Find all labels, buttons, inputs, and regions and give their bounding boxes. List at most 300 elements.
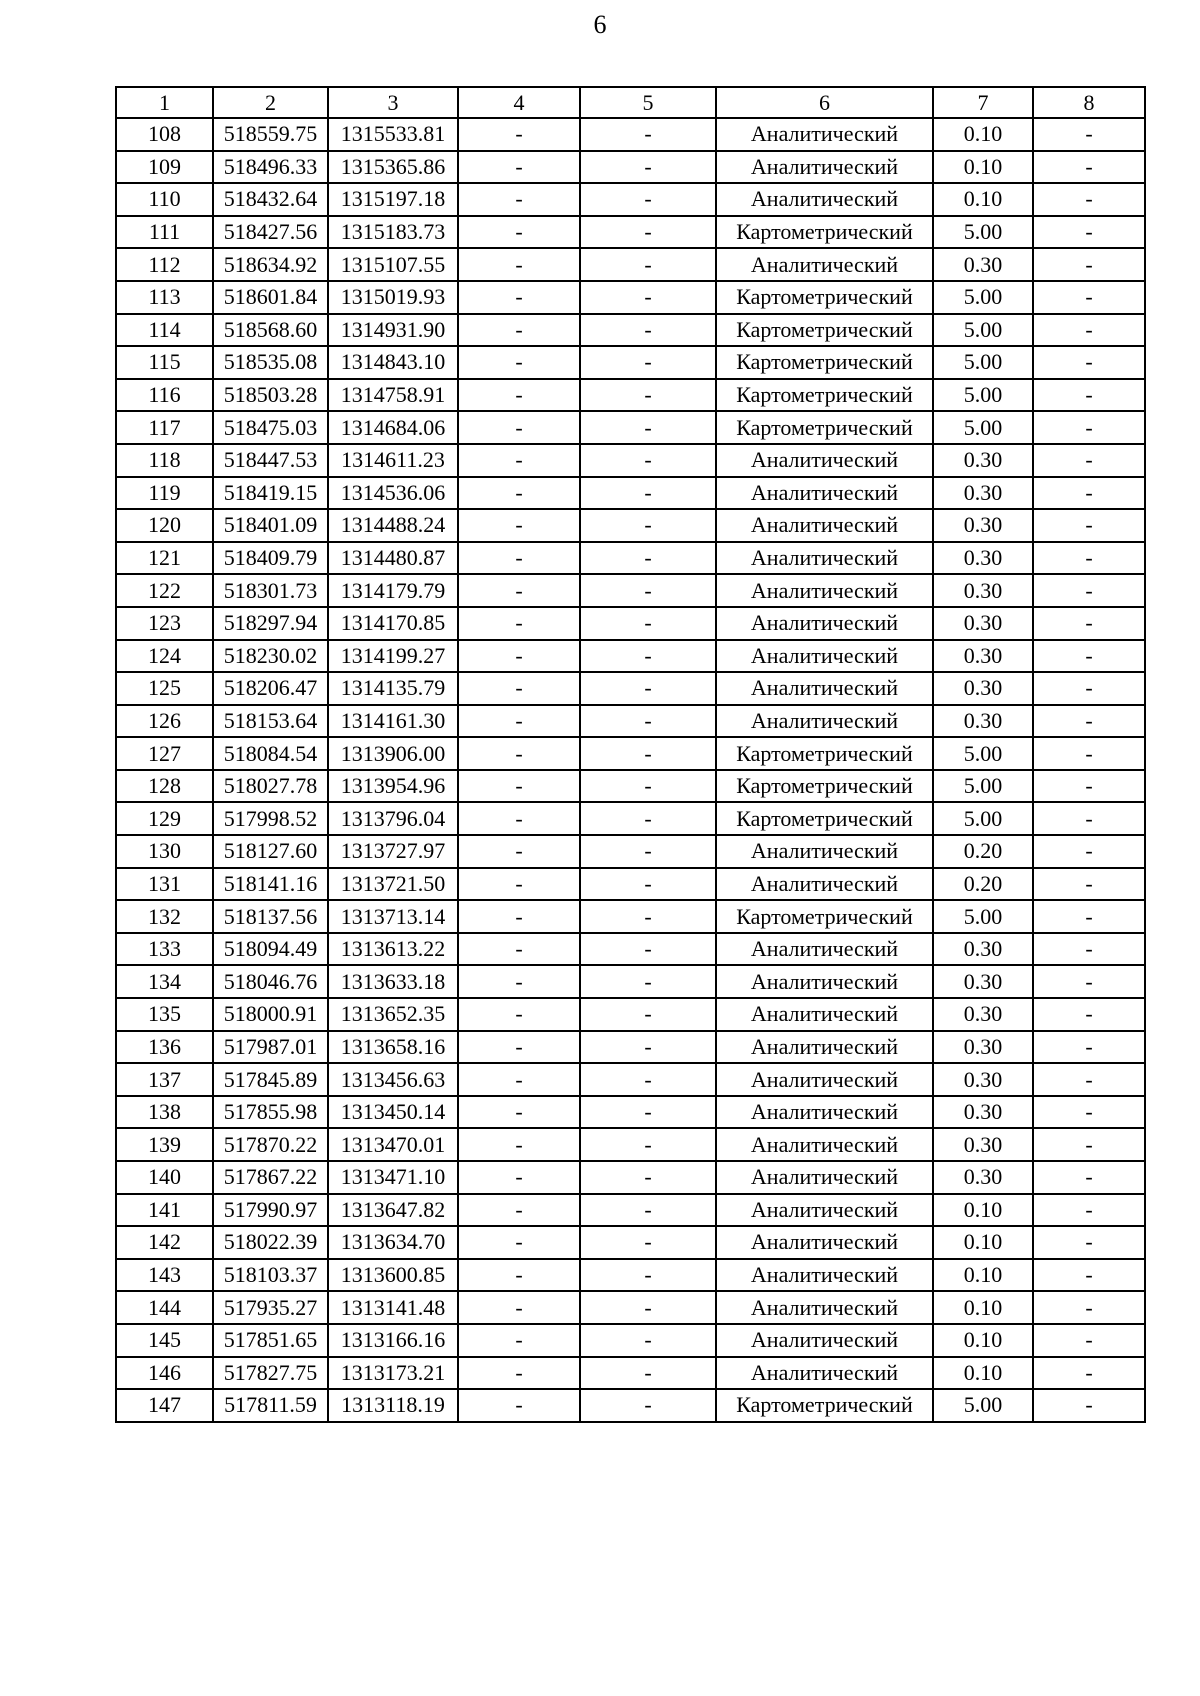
table-row [116, 183, 1145, 216]
point-number-cell: 122 [116, 574, 213, 607]
table-row [116, 1161, 1145, 1194]
x-coordinate-cell: 518475.03 [213, 411, 328, 444]
y-coordinate-cell: 1313713.14 [328, 900, 458, 933]
table-row [116, 444, 1145, 477]
x-coordinate-cell: 518535.08 [213, 346, 328, 379]
point-number-cell: 132 [116, 900, 213, 933]
accuracy-cell: 0.10 [933, 151, 1033, 184]
point-number-cell: 121 [116, 542, 213, 575]
method-cell: Картометрический [716, 346, 933, 379]
column-8-cell: - [1033, 1194, 1145, 1227]
point-number-cell: 138 [116, 1096, 213, 1129]
column-4-cell: - [458, 607, 580, 640]
y-coordinate-cell: 1315533.81 [328, 118, 458, 151]
accuracy-cell: 5.00 [933, 281, 1033, 314]
accuracy-cell: 0.30 [933, 1031, 1033, 1064]
x-coordinate-cell: 518301.73 [213, 574, 328, 607]
y-coordinate-cell: 1314931.90 [328, 314, 458, 347]
point-number-cell: 124 [116, 640, 213, 673]
column-8-cell: - [1033, 183, 1145, 216]
accuracy-cell: 0.30 [933, 248, 1033, 281]
y-coordinate-cell: 1313954.96 [328, 770, 458, 803]
table-row [116, 1031, 1145, 1064]
column-4-cell: - [458, 118, 580, 151]
column-4-cell: - [458, 868, 580, 901]
accuracy-cell: 0.10 [933, 1259, 1033, 1292]
table-row [116, 965, 1145, 998]
column-5-cell: - [580, 1096, 716, 1129]
y-coordinate-cell: 1313173.21 [328, 1357, 458, 1390]
column-5-cell: - [580, 216, 716, 249]
point-number-cell: 140 [116, 1161, 213, 1194]
page-number: 6 [593, 10, 607, 39]
method-cell: Аналитический [716, 477, 933, 510]
column-4-cell: - [458, 542, 580, 575]
x-coordinate-cell: 518094.49 [213, 933, 328, 966]
table-row [116, 868, 1145, 901]
column-5-cell: - [580, 998, 716, 1031]
column-5-cell: - [580, 672, 716, 705]
table-row [116, 640, 1145, 673]
column-5-cell: - [580, 151, 716, 184]
accuracy-cell: 0.30 [933, 998, 1033, 1031]
column-8-cell: - [1033, 1031, 1145, 1064]
point-number-cell: 133 [116, 933, 213, 966]
table-row [116, 1194, 1145, 1227]
column-4-cell: - [458, 411, 580, 444]
y-coordinate-cell: 1313658.16 [328, 1031, 458, 1064]
accuracy-cell: 0.10 [933, 183, 1033, 216]
x-coordinate-cell: 518447.53 [213, 444, 328, 477]
column-8-cell: - [1033, 379, 1145, 412]
x-coordinate-cell: 518559.75 [213, 118, 328, 151]
point-number-cell: 139 [116, 1128, 213, 1161]
column-5-cell: - [580, 1259, 716, 1292]
table-row [116, 705, 1145, 738]
column-4-cell: - [458, 1226, 580, 1259]
method-cell: Аналитический [716, 151, 933, 184]
column-5-cell: - [580, 1063, 716, 1096]
column-8-cell: - [1033, 216, 1145, 249]
accuracy-cell: 5.00 [933, 411, 1033, 444]
column-8-cell: - [1033, 1389, 1145, 1422]
point-number-cell: 144 [116, 1291, 213, 1324]
point-number-cell: 126 [116, 705, 213, 738]
column-8-cell: - [1033, 835, 1145, 868]
x-coordinate-cell: 518496.33 [213, 151, 328, 184]
column-8-cell: - [1033, 770, 1145, 803]
accuracy-cell: 0.20 [933, 868, 1033, 901]
coordinates-table [115, 86, 1146, 1423]
point-number-cell: 119 [116, 477, 213, 510]
method-cell: Аналитический [716, 444, 933, 477]
column-5-cell: - [580, 1389, 716, 1422]
column-5-cell: - [580, 1128, 716, 1161]
table-row [116, 1259, 1145, 1292]
method-cell: Аналитический [716, 640, 933, 673]
column-5-cell: - [580, 1226, 716, 1259]
column-8-cell: - [1033, 640, 1145, 673]
accuracy-cell: 5.00 [933, 314, 1033, 347]
column-header: 5 [580, 87, 716, 118]
column-8-cell: - [1033, 151, 1145, 184]
column-header: 6 [716, 87, 933, 118]
y-coordinate-cell: 1315107.55 [328, 248, 458, 281]
table-row [116, 118, 1145, 151]
column-header: 2 [213, 87, 328, 118]
x-coordinate-cell: 518206.47 [213, 672, 328, 705]
column-4-cell: - [458, 379, 580, 412]
accuracy-cell: 5.00 [933, 900, 1033, 933]
column-header: 1 [116, 87, 213, 118]
column-5-cell: - [580, 281, 716, 314]
x-coordinate-cell: 518137.56 [213, 900, 328, 933]
column-8-cell: - [1033, 868, 1145, 901]
point-number-cell: 125 [116, 672, 213, 705]
point-number-cell: 116 [116, 379, 213, 412]
method-cell: Аналитический [716, 1357, 933, 1390]
table-row [116, 477, 1145, 510]
column-4-cell: - [458, 1161, 580, 1194]
column-8-cell: - [1033, 1357, 1145, 1390]
column-8-cell: - [1033, 1063, 1145, 1096]
point-number-cell: 110 [116, 183, 213, 216]
x-coordinate-cell: 518027.78 [213, 770, 328, 803]
accuracy-cell: 0.30 [933, 542, 1033, 575]
method-cell: Аналитический [716, 1128, 933, 1161]
column-8-cell: - [1033, 509, 1145, 542]
y-coordinate-cell: 1314536.06 [328, 477, 458, 510]
column-4-cell: - [458, 248, 580, 281]
x-coordinate-cell: 517870.22 [213, 1128, 328, 1161]
column-5-cell: - [580, 1291, 716, 1324]
point-number-cell: 117 [116, 411, 213, 444]
x-coordinate-cell: 518601.84 [213, 281, 328, 314]
column-5-cell: - [580, 640, 716, 673]
point-number-cell: 147 [116, 1389, 213, 1422]
column-5-cell: - [580, 1324, 716, 1357]
column-5-cell: - [580, 346, 716, 379]
table-row [116, 509, 1145, 542]
table-row [116, 574, 1145, 607]
column-4-cell: - [458, 835, 580, 868]
table-row [116, 281, 1145, 314]
column-8-cell: - [1033, 444, 1145, 477]
point-number-cell: 134 [116, 965, 213, 998]
column-4-cell: - [458, 574, 580, 607]
method-cell: Аналитический [716, 868, 933, 901]
column-4-cell: - [458, 1063, 580, 1096]
column-5-cell: - [580, 183, 716, 216]
x-coordinate-cell: 517845.89 [213, 1063, 328, 1096]
column-8-cell: - [1033, 1226, 1145, 1259]
y-coordinate-cell: 1315183.73 [328, 216, 458, 249]
column-4-cell: - [458, 1291, 580, 1324]
table-row [116, 770, 1145, 803]
method-cell: Картометрический [716, 281, 933, 314]
column-8-cell: - [1033, 281, 1145, 314]
y-coordinate-cell: 1314611.23 [328, 444, 458, 477]
method-cell: Аналитический [716, 672, 933, 705]
table-row [116, 1357, 1145, 1390]
method-cell: Аналитический [716, 607, 933, 640]
column-4-cell: - [458, 509, 580, 542]
column-5-cell: - [580, 900, 716, 933]
column-header: 8 [1033, 87, 1145, 118]
table-row [116, 411, 1145, 444]
x-coordinate-cell: 517811.59 [213, 1389, 328, 1422]
column-4-cell: - [458, 346, 580, 379]
x-coordinate-cell: 518634.92 [213, 248, 328, 281]
point-number-cell: 137 [116, 1063, 213, 1096]
column-8-cell: - [1033, 1291, 1145, 1324]
method-cell: Картометрический [716, 900, 933, 933]
x-coordinate-cell: 518103.37 [213, 1259, 328, 1292]
column-5-cell: - [580, 444, 716, 477]
method-cell: Аналитический [716, 542, 933, 575]
column-4-cell: - [458, 672, 580, 705]
column-5-cell: - [580, 607, 716, 640]
y-coordinate-cell: 1313141.48 [328, 1291, 458, 1324]
column-5-cell: - [580, 868, 716, 901]
point-number-cell: 114 [116, 314, 213, 347]
method-cell: Аналитический [716, 1031, 933, 1064]
accuracy-cell: 0.10 [933, 1226, 1033, 1259]
column-5-cell: - [580, 705, 716, 738]
table-row [116, 1128, 1145, 1161]
column-4-cell: - [458, 1324, 580, 1357]
column-5-cell: - [580, 1357, 716, 1390]
column-8-cell: - [1033, 314, 1145, 347]
y-coordinate-cell: 1315365.86 [328, 151, 458, 184]
method-cell: Аналитический [716, 183, 933, 216]
column-4-cell: - [458, 770, 580, 803]
table-row [116, 1226, 1145, 1259]
column-header: 3 [328, 87, 458, 118]
point-number-cell: 115 [116, 346, 213, 379]
column-5-cell: - [580, 1194, 716, 1227]
x-coordinate-cell: 518297.94 [213, 607, 328, 640]
y-coordinate-cell: 1313470.01 [328, 1128, 458, 1161]
method-cell: Аналитический [716, 1259, 933, 1292]
y-coordinate-cell: 1313796.04 [328, 802, 458, 835]
method-cell: Аналитический [716, 118, 933, 151]
column-4-cell: - [458, 1389, 580, 1422]
column-4-cell: - [458, 1031, 580, 1064]
x-coordinate-cell: 517827.75 [213, 1357, 328, 1390]
method-cell: Аналитический [716, 835, 933, 868]
method-cell: Аналитический [716, 248, 933, 281]
accuracy-cell: 0.30 [933, 574, 1033, 607]
method-cell: Аналитический [716, 574, 933, 607]
column-5-cell: - [580, 802, 716, 835]
point-number-cell: 113 [116, 281, 213, 314]
y-coordinate-cell: 1314135.79 [328, 672, 458, 705]
method-cell: Аналитический [716, 1291, 933, 1324]
y-coordinate-cell: 1314161.30 [328, 705, 458, 738]
column-5-cell: - [580, 542, 716, 575]
column-4-cell: - [458, 281, 580, 314]
table-row [116, 900, 1145, 933]
y-coordinate-cell: 1314758.91 [328, 379, 458, 412]
column-8-cell: - [1033, 542, 1145, 575]
point-number-cell: 136 [116, 1031, 213, 1064]
table-row [116, 998, 1145, 1031]
x-coordinate-cell: 518141.16 [213, 868, 328, 901]
method-cell: Картометрический [716, 1389, 933, 1422]
column-8-cell: - [1033, 607, 1145, 640]
column-5-cell: - [580, 933, 716, 966]
method-cell: Картометрический [716, 411, 933, 444]
header-row [116, 87, 1145, 118]
point-number-cell: 111 [116, 216, 213, 249]
x-coordinate-cell: 518084.54 [213, 737, 328, 770]
column-4-cell: - [458, 1259, 580, 1292]
column-5-cell: - [580, 118, 716, 151]
column-8-cell: - [1033, 737, 1145, 770]
column-8-cell: - [1033, 1096, 1145, 1129]
column-4-cell: - [458, 1194, 580, 1227]
accuracy-cell: 0.30 [933, 607, 1033, 640]
point-number-cell: 108 [116, 118, 213, 151]
accuracy-cell: 0.10 [933, 1324, 1033, 1357]
y-coordinate-cell: 1313471.10 [328, 1161, 458, 1194]
column-4-cell: - [458, 1096, 580, 1129]
table-row [116, 542, 1145, 575]
accuracy-cell: 0.30 [933, 965, 1033, 998]
x-coordinate-cell: 518568.60 [213, 314, 328, 347]
column-8-cell: - [1033, 411, 1145, 444]
y-coordinate-cell: 1313456.63 [328, 1063, 458, 1096]
x-coordinate-cell: 518046.76 [213, 965, 328, 998]
x-coordinate-cell: 518432.64 [213, 183, 328, 216]
accuracy-cell: 5.00 [933, 770, 1033, 803]
column-4-cell: - [458, 183, 580, 216]
column-4-cell: - [458, 705, 580, 738]
y-coordinate-cell: 1313647.82 [328, 1194, 458, 1227]
x-coordinate-cell: 517990.97 [213, 1194, 328, 1227]
accuracy-cell: 0.20 [933, 835, 1033, 868]
accuracy-cell: 5.00 [933, 802, 1033, 835]
column-4-cell: - [458, 314, 580, 347]
column-5-cell: - [580, 737, 716, 770]
column-header: 7 [933, 87, 1033, 118]
accuracy-cell: 0.30 [933, 672, 1033, 705]
column-5-cell: - [580, 477, 716, 510]
y-coordinate-cell: 1313613.22 [328, 933, 458, 966]
accuracy-cell: 0.30 [933, 640, 1033, 673]
column-8-cell: - [1033, 477, 1145, 510]
column-5-cell: - [580, 1031, 716, 1064]
table-row [116, 379, 1145, 412]
x-coordinate-cell: 517867.22 [213, 1161, 328, 1194]
y-coordinate-cell: 1315197.18 [328, 183, 458, 216]
method-cell: Аналитический [716, 1161, 933, 1194]
accuracy-cell: 0.30 [933, 1063, 1033, 1096]
y-coordinate-cell: 1314843.10 [328, 346, 458, 379]
y-coordinate-cell: 1313652.35 [328, 998, 458, 1031]
column-8-cell: - [1033, 574, 1145, 607]
table-row [116, 607, 1145, 640]
column-5-cell: - [580, 379, 716, 412]
table-row [116, 1324, 1145, 1357]
y-coordinate-cell: 1313721.50 [328, 868, 458, 901]
column-8-cell: - [1033, 346, 1145, 379]
accuracy-cell: 5.00 [933, 737, 1033, 770]
table-row [116, 314, 1145, 347]
y-coordinate-cell: 1314170.85 [328, 607, 458, 640]
method-cell: Аналитический [716, 1063, 933, 1096]
y-coordinate-cell: 1315019.93 [328, 281, 458, 314]
y-coordinate-cell: 1313600.85 [328, 1259, 458, 1292]
column-8-cell: - [1033, 248, 1145, 281]
column-4-cell: - [458, 1128, 580, 1161]
column-5-cell: - [580, 509, 716, 542]
accuracy-cell: 0.10 [933, 118, 1033, 151]
y-coordinate-cell: 1313634.70 [328, 1226, 458, 1259]
table-row [116, 1389, 1145, 1422]
method-cell: Аналитический [716, 933, 933, 966]
column-4-cell: - [458, 640, 580, 673]
point-number-cell: 142 [116, 1226, 213, 1259]
table-row [116, 1291, 1145, 1324]
y-coordinate-cell: 1314684.06 [328, 411, 458, 444]
point-number-cell: 143 [116, 1259, 213, 1292]
x-coordinate-cell: 518419.15 [213, 477, 328, 510]
column-4-cell: - [458, 477, 580, 510]
point-number-cell: 145 [116, 1324, 213, 1357]
point-number-cell: 118 [116, 444, 213, 477]
column-8-cell: - [1033, 998, 1145, 1031]
table-row [116, 248, 1145, 281]
accuracy-cell: 5.00 [933, 216, 1033, 249]
column-5-cell: - [580, 1161, 716, 1194]
method-cell: Картометрический [716, 379, 933, 412]
accuracy-cell: 0.30 [933, 1161, 1033, 1194]
column-5-cell: - [580, 965, 716, 998]
method-cell: Аналитический [716, 1194, 933, 1227]
y-coordinate-cell: 1313166.16 [328, 1324, 458, 1357]
y-coordinate-cell: 1313633.18 [328, 965, 458, 998]
column-5-cell: - [580, 835, 716, 868]
column-4-cell: - [458, 737, 580, 770]
x-coordinate-cell: 518401.09 [213, 509, 328, 542]
y-coordinate-cell: 1314488.24 [328, 509, 458, 542]
accuracy-cell: 0.30 [933, 1128, 1033, 1161]
column-8-cell: - [1033, 1161, 1145, 1194]
point-number-cell: 123 [116, 607, 213, 640]
column-5-cell: - [580, 574, 716, 607]
column-8-cell: - [1033, 933, 1145, 966]
accuracy-cell: 5.00 [933, 379, 1033, 412]
point-number-cell: 141 [116, 1194, 213, 1227]
column-5-cell: - [580, 314, 716, 347]
column-4-cell: - [458, 965, 580, 998]
accuracy-cell: 5.00 [933, 346, 1033, 379]
column-5-cell: - [580, 411, 716, 444]
accuracy-cell: 0.30 [933, 1096, 1033, 1129]
point-number-cell: 131 [116, 868, 213, 901]
column-8-cell: - [1033, 802, 1145, 835]
table-row [116, 346, 1145, 379]
x-coordinate-cell: 517998.52 [213, 802, 328, 835]
point-number-cell: 127 [116, 737, 213, 770]
x-coordinate-cell: 517851.65 [213, 1324, 328, 1357]
method-cell: Аналитический [716, 998, 933, 1031]
accuracy-cell: 0.30 [933, 705, 1033, 738]
accuracy-cell: 0.30 [933, 933, 1033, 966]
y-coordinate-cell: 1313118.19 [328, 1389, 458, 1422]
